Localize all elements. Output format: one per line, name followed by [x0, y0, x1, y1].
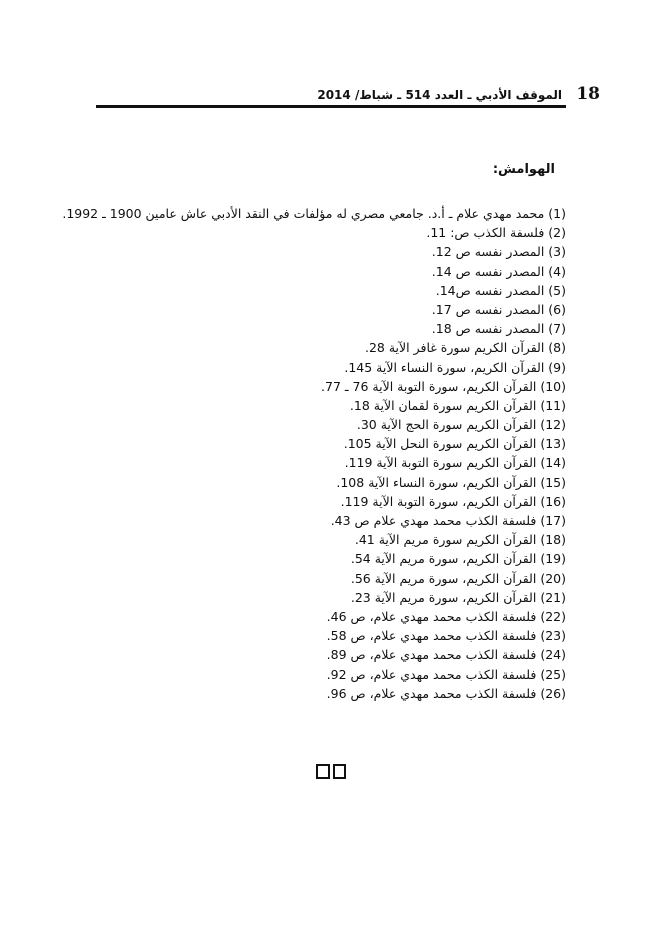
note-item: (7) المصدر نفسه ص 18.	[431, 321, 566, 337]
note-item: (11) القرآن الكريم سورة لقمان الآية 18.	[349, 397, 566, 413]
note-item: (17) فلسفة الكذب محمد مهدي علام ص 43.	[330, 513, 566, 528]
note-item: (2) فلسفة الكذب ص: 11.	[426, 225, 566, 241]
square-icon	[333, 764, 347, 779]
note-item: (5) المصدر نفسه ص14.	[435, 282, 566, 298]
note-item: (9) القرآن الكريم، سورة النساء الآية 145.	[344, 359, 566, 375]
running-head: الموقف الأدبي ـ العدد 514 ـ شباط/ 2014	[317, 88, 562, 102]
note-item: (14) القرآن الكريم سورة التوبة الآية 119.	[344, 455, 566, 471]
note-item: (16) القرآن الكريم، سورة التوبة الآية 119.	[340, 493, 566, 509]
note-item: (24) فلسفة الكذب محمد مهدي علام، ص 89.	[326, 647, 566, 663]
note-item: (8) القرآن الكريم سورة غافر الآية 28.	[364, 340, 566, 356]
notes-title: الهوامش:	[492, 162, 555, 177]
note-item: (12) القرآن الكريم سورة الحج الآية 30.	[356, 417, 566, 433]
note-item: (1) محمد مهدي علام ـ أ.د. جامعي مصري له مؤلفات في النقد الأدبي عاش عامين 1900 ـ 1992.	[62, 206, 566, 221]
note-item: (3) المصدر نفسه ص 12.	[431, 244, 566, 260]
note-item: (25) فلسفة الكذب محمد مهدي علام، ص 92.	[326, 666, 566, 682]
note-item: (26) فلسفة الكذب محمد مهدي علام، ص 96.	[326, 685, 566, 701]
double-square-icon	[316, 764, 346, 778]
note-item: (18) القرآن الكريم سورة مريم الآية 41.	[354, 532, 566, 548]
header-rule	[96, 105, 566, 108]
page-header	[96, 84, 600, 112]
note-item: (10) القرآن الكريم، سورة التوبة الآية 76 ـ 77.	[321, 378, 566, 394]
square-icon	[316, 764, 330, 779]
note-item: (23) فلسفة الكذب محمد مهدي علام، ص 58.	[326, 628, 566, 644]
note-item: (19) القرآن الكريم، سورة مريم الآية 54.	[350, 551, 566, 567]
note-item: (15) القرآن الكريم، سورة النساء الآية 108.	[336, 474, 566, 490]
page-number: 18	[576, 84, 600, 104]
note-item: (21) القرآن الكريم، سورة مريم الآية 23.	[350, 589, 566, 605]
note-item: (6) المصدر نفسه ص 17.	[431, 301, 566, 317]
note-item: (22) فلسفة الكذب محمد مهدي علام، ص 46.	[326, 608, 566, 624]
note-item: (13) القرآن الكريم سورة النحل الآية 105.	[343, 436, 566, 452]
note-item: (20) القرآن الكريم، سورة مريم الآية 56.	[350, 570, 566, 586]
note-item: (4) المصدر نفسه ص 14.	[431, 263, 566, 279]
notes-list	[62, 204, 566, 703]
